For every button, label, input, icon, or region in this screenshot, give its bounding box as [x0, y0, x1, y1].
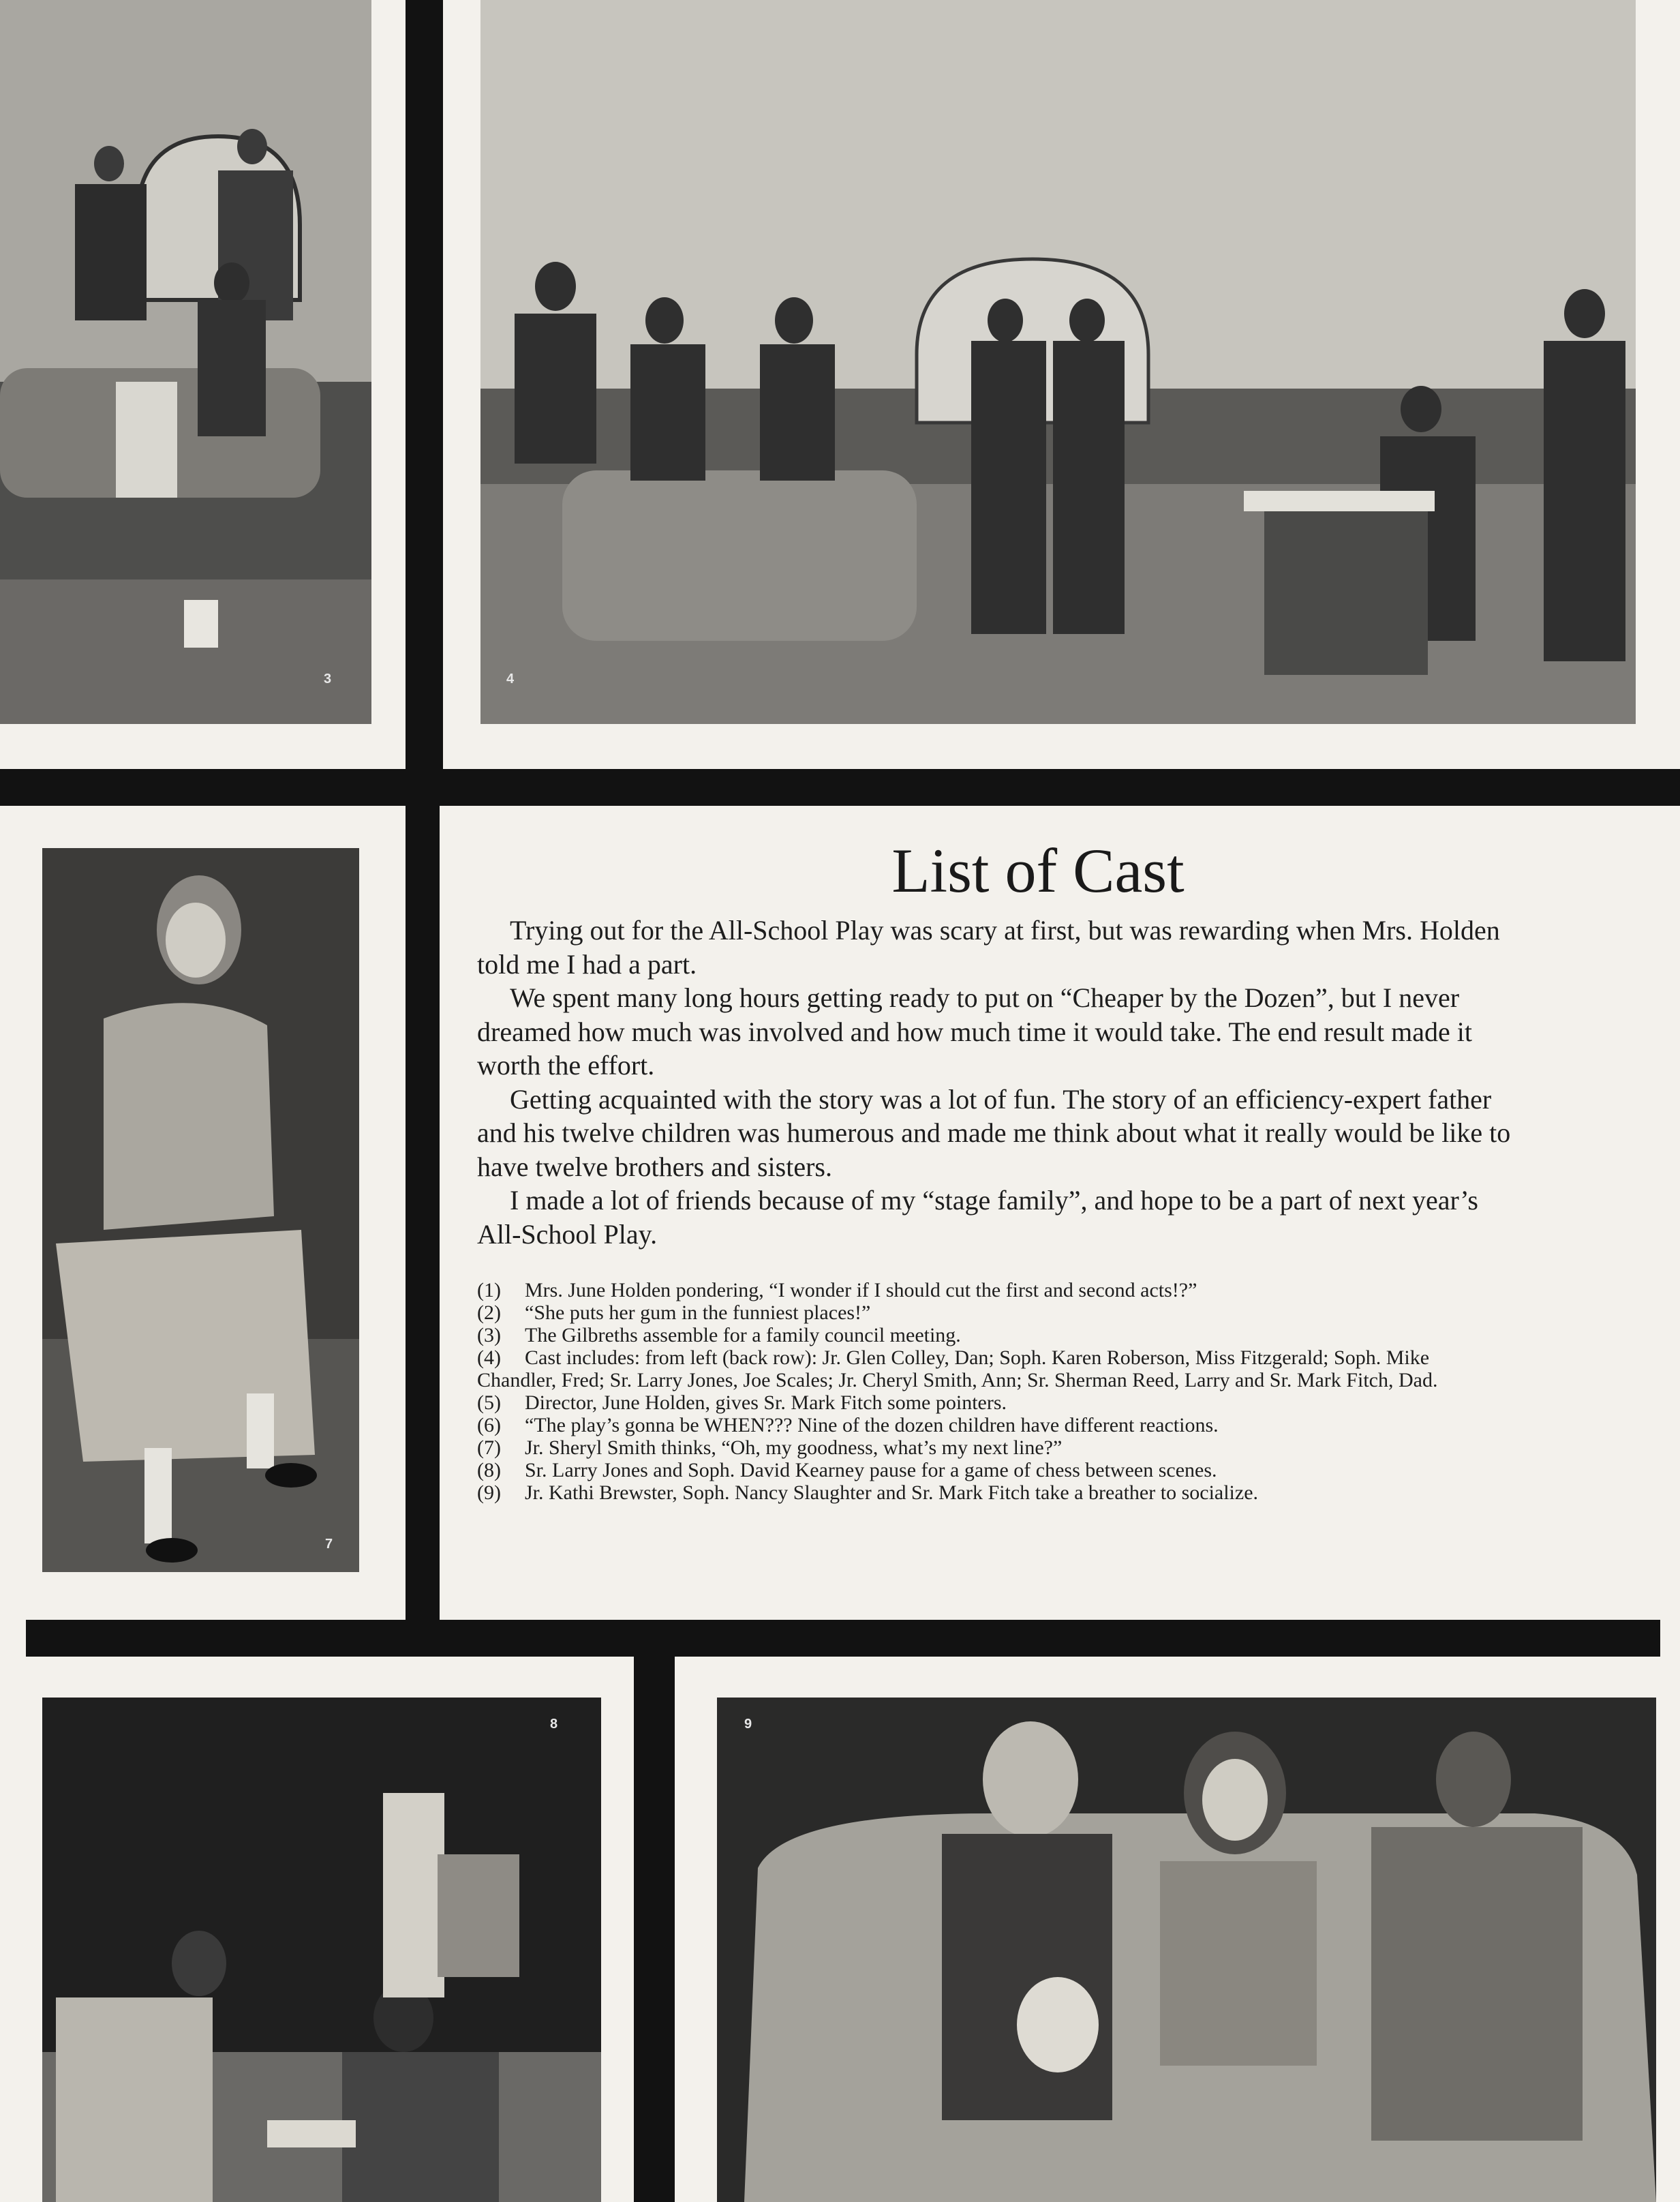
caption-item [477, 1279, 1513, 1301]
photo-number: 4 [506, 672, 515, 687]
caption-number: (4) [477, 1346, 501, 1369]
article-paragraph: We spent many long hours getting ready to put on “Cheaper by the Dozen”, but I never dreamed how much was involved and how much time it would take. The end result made it worth the effort. [477, 982, 1473, 1081]
caption-number: (5) [477, 1391, 501, 1414]
photo-number: 7 [325, 1537, 333, 1552]
caption-text: “She puts her gum in the funniest places!” [525, 1301, 871, 1324]
photo-8-chess [42, 1698, 601, 2202]
caption-text: Cast includes: from left (back row): Jr. Glen Colley, Dan; Soph. Karen Roberson, Miss Fitzgerald; Soph. Mike Chandler, Fred; Sr. Larry Jones, Joe Scales; Jr. Cheryl Smith, Ann; Sr. Sherman Reed, Larry and Sr. Mark Fitch, Dad. [477, 1346, 1438, 1391]
photo-7-scene [42, 848, 359, 1572]
divider-vertical-middle [406, 806, 440, 1620]
caption-item [477, 1324, 1513, 1346]
photo-captions [477, 1279, 1513, 1504]
divider-vertical-top [406, 0, 443, 769]
divider-horizontal-lower [26, 1620, 1660, 1657]
photo-4-cast [480, 0, 1636, 724]
photo-3-family-council [0, 0, 371, 724]
caption-item [477, 1459, 1513, 1481]
caption-number: (8) [477, 1459, 501, 1481]
caption-number: (9) [477, 1481, 501, 1504]
caption-number: (2) [477, 1301, 501, 1324]
photo-9-socialize [717, 1698, 1656, 2202]
article-paragraph: Trying out for the All-School Play was scary at first, but was rewarding when Mrs. Holden told me I had a part. [477, 915, 1500, 980]
caption-item [477, 1436, 1513, 1459]
caption-number: (7) [477, 1436, 501, 1459]
page-title: List of Cast [891, 836, 1185, 905]
photo-3-scene [0, 0, 371, 724]
divider-horizontal-upper [0, 769, 1680, 806]
caption-item [477, 1391, 1513, 1414]
article-body [477, 914, 1513, 1251]
photo-4-scene [480, 0, 1636, 724]
photo-number: 9 [744, 1717, 752, 1732]
caption-text: Sr. Larry Jones and Soph. David Kearney pause for a game of chess between scenes. [525, 1459, 1217, 1481]
caption-text: Director, June Holden, gives Sr. Mark Fitch some pointers. [525, 1391, 1007, 1414]
photo-9-scene [717, 1698, 1656, 2202]
caption-number: (1) [477, 1279, 501, 1301]
divider-vertical-bottom [634, 1657, 675, 2202]
photo-number: 3 [324, 672, 332, 687]
caption-text: Mrs. June Holden pondering, “I wonder if I should cut the first and second acts!?” [525, 1279, 1197, 1301]
caption-number: (3) [477, 1324, 501, 1346]
article-paragraph: I made a lot of friends because of my “stage family”, and hope to be a part of next year’s All-School Play. [477, 1185, 1478, 1250]
caption-item [477, 1301, 1513, 1324]
caption-text: Jr. Kathi Brewster, Soph. Nancy Slaughter and Sr. Mark Fitch take a breather to socialize. [525, 1481, 1259, 1504]
caption-item [477, 1346, 1513, 1391]
caption-item [477, 1414, 1513, 1436]
photo-8-scene [42, 1698, 601, 2202]
caption-text: “The play’s gonna be WHEN??? Nine of the dozen children have different reactions. [525, 1414, 1219, 1436]
photo-number: 8 [550, 1717, 558, 1732]
caption-text: Jr. Sheryl Smith thinks, “Oh, my goodness, what’s my next line?” [525, 1436, 1063, 1459]
article-paragraph: Getting acquainted with the story was a lot of fun. The story of an efficiency-expert father and his twelve children was humerous and made me think about what it really would be like to have twelve brothers and sisters. [477, 1083, 1511, 1182]
caption-text: The Gilbreths assemble for a family council meeting. [525, 1324, 961, 1346]
caption-number: (6) [477, 1414, 501, 1436]
photo-7-sheryl-smith [42, 848, 359, 1572]
caption-item [477, 1481, 1513, 1504]
